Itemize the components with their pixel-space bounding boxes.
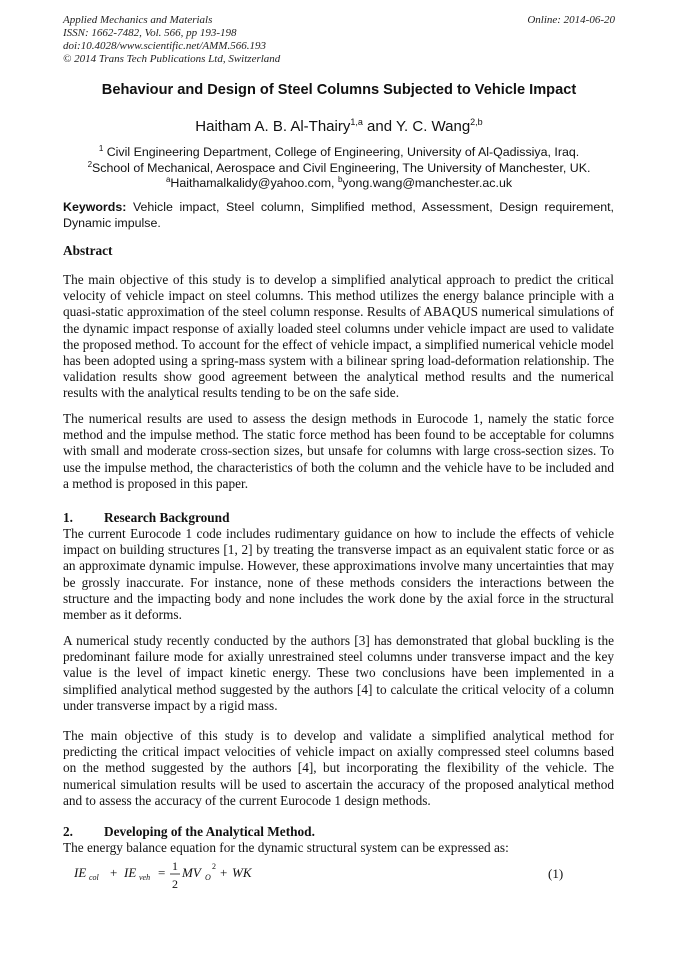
keywords-text: Vehicle impact, Steel column, Simplified method, Assessment, Design requirement, Dynamic impulse. bbox=[63, 200, 618, 230]
keywords bbox=[63, 200, 618, 231]
affiliation-2-number: 2 bbox=[87, 160, 93, 169]
author-1-superscript: 1,a bbox=[350, 117, 363, 127]
issn-line: ISSN: 1662-7482, Vol. 566, pp 193-198 bbox=[63, 27, 237, 39]
abstract-paragraph-1: The main objective of this study is to develop a simplified analytical approach to predict the critical velocity of vehicle impact on steel columns. This method utilizes the energy balance principle with a quasi-static approximation of the steel column response. Results of ABAQUS numerical simulations of the dynamic impact response of axially loaded steel columns under vehicle impact are used to validate the proposed method. To account for the effect of vehicle impact, a simplified numerical vehicle model has been adopted using a spring-mass system with a bilinear spring load-deformation relationship. The validation results show good agreement between the analytical method results and the numerical results with the analytical results tending to be on the safe side. bbox=[63, 272, 614, 401]
eq-term-ie-col: IE bbox=[74, 865, 87, 880]
section-1-title: Research Background bbox=[104, 510, 230, 525]
eq-sub-veh: veh bbox=[139, 873, 151, 882]
online-date: Online: 2014-06-20 bbox=[527, 14, 615, 26]
section-1-number: 1. bbox=[63, 510, 73, 525]
eq-term-mv: MV bbox=[182, 865, 201, 880]
journal-header bbox=[63, 14, 280, 66]
equation-number: (1) bbox=[548, 866, 564, 881]
keywords-label: Keywords: bbox=[63, 200, 127, 214]
abstract-heading: Abstract bbox=[63, 243, 113, 258]
email-line bbox=[40, 172, 638, 191]
affiliation-1-number: 1 bbox=[98, 144, 104, 153]
section-1-paragraph-3: The main objective of this study is to develop and validate a simplified analytical method for predicting the critical impact velocities of vehicle impact on axially compressed steel columns based on the method suggested by the authors [4], but incorporating the flexibility of the vehicle. The numerical simulation results will be used to ascertain the accuracy of the proposed analytical method and to assess the accuracy of the current Eurocode 1 design methods. bbox=[63, 728, 614, 808]
section-2-intro: The energy balance equation for the dynamic structural system can be expressed as: bbox=[63, 840, 509, 855]
eq-term-wk: WK bbox=[232, 865, 252, 880]
eq-term-ie-veh: IE bbox=[124, 865, 137, 880]
section-2-heading bbox=[63, 824, 315, 840]
affiliation-1-text: Civil Engineering Department, College of Engineering, University of Al-Qadissiya, Iraq. bbox=[106, 145, 580, 160]
email-a-superscript: a bbox=[165, 175, 171, 184]
eq-equals: = bbox=[158, 865, 166, 880]
copyright-line: © 2014 Trans Tech Publications Ltd, Switzerland bbox=[63, 53, 281, 65]
email-a: Haithamalkalidy@yahoo.com, bbox=[170, 176, 338, 191]
eq-sup-2: 2 bbox=[212, 862, 216, 871]
eq-sub-o: O bbox=[205, 873, 211, 882]
energy-balance-equation bbox=[74, 858, 574, 894]
author-1: Haitham A. B. Al-Thairy bbox=[195, 118, 351, 135]
section-1-paragraph-1: The current Eurocode 1 code includes rudimentary guidance on how to include the effects of vehicle impact on building structures [1, 2] by treating the transverse impact as an equivalent static force or as an approximate dynamic impulse. However, these approximations involve many uncertainties that may be grossly inaccurate. For instance, none of these methods considers the interactions between the structure and the impacting body and none includes the work done by the axial force in the structural member as it deforms. bbox=[63, 526, 614, 623]
section-1-heading bbox=[63, 510, 229, 526]
author-2-superscript: 2,b bbox=[470, 117, 483, 127]
eq-plus-1: + bbox=[110, 865, 118, 880]
eq-fraction-numerator: 1 bbox=[172, 859, 178, 873]
email-b-superscript: b bbox=[337, 175, 343, 184]
affiliation-2-text: School of Mechanical, Aerospace and Civil Engineering, The University of Manchester, UK. bbox=[92, 161, 591, 176]
eq-plus-2: + bbox=[220, 865, 228, 880]
section-2-title: Developing of the Analytical Method. bbox=[104, 824, 315, 839]
eq-sub-col: col bbox=[89, 873, 99, 882]
section-2-number: 2. bbox=[63, 824, 73, 839]
journal-name: Applied Mechanics and Materials bbox=[63, 14, 213, 26]
section-1-paragraph-2: A numerical study recently conducted by the authors [3] has demonstrated that global buckling is the predominant failure mode for axially unrestrained steel columns under transverse impact and the key value is the level of impact kinetic energy. These two conclusions have been implemented in a simplified analytical method suggested by the authors [4] to calculate the critical velocity of a column under transverse impact by a rigid mass. bbox=[63, 633, 614, 713]
email-b: yong.wang@manchester.ac.uk bbox=[342, 176, 513, 191]
paper-title: Behaviour and Design of Steel Columns Subjected to Vehicle Impact bbox=[101, 82, 577, 98]
author-line bbox=[40, 117, 638, 135]
abstract-paragraph-2: The numerical results are used to assess the design methods in Eurocode 1, namely the static force method and the impulse method. The static force method has been found to be acceptable for columns with small and moderate cross-section sizes, but unsafe for columns with large cross-section sizes. To use the impulse method, the characteristics of both the column and the vehicle have to be included and a method is proposed in this paper. bbox=[63, 411, 614, 491]
eq-fraction-denominator: 2 bbox=[172, 877, 178, 891]
author-conjunction: and bbox=[362, 118, 396, 135]
author-2: Y. C. Wang bbox=[395, 118, 471, 135]
doi-line: doi:10.4028/www.scientific.net/AMM.566.193 bbox=[63, 40, 266, 52]
